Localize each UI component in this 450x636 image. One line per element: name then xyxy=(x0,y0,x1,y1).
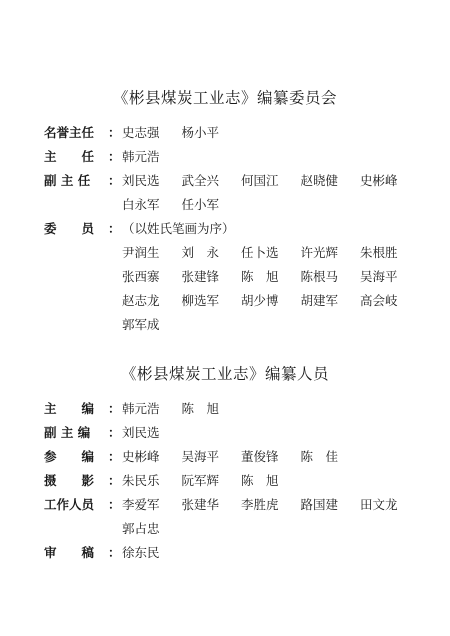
person-name: 史彬峰 xyxy=(360,173,398,188)
photography-names xyxy=(122,472,297,489)
person-name: 张建华 xyxy=(181,497,220,512)
person-name: 史彬峰 xyxy=(122,449,160,464)
person-name: 董俊锋 xyxy=(241,449,279,464)
deputy-director-names-line2 xyxy=(122,196,237,213)
honorary-director-label: 名誉主任 xyxy=(44,125,95,140)
person-name: 吴海平 xyxy=(360,269,398,284)
reviewer-names xyxy=(122,544,178,561)
reviewer-label: 审 稿 xyxy=(44,545,95,560)
workers-names-line2 xyxy=(122,520,178,537)
person-name: 许光辉 xyxy=(300,245,339,260)
person-name: 赵晓健 xyxy=(300,173,339,188)
person-name: 何国江 xyxy=(241,173,279,188)
person-name: 朱根胜 xyxy=(360,245,398,260)
person-name: 郭占忠 xyxy=(122,521,160,536)
deputy-director-label: 副 主 任 xyxy=(44,173,91,188)
committee-title: 《彬县煤炭工业志》编纂委员会 xyxy=(112,89,337,107)
person-name: 陈 旭 xyxy=(241,473,279,488)
person-name: 韩元浩 xyxy=(122,401,160,416)
person-name: 刘民选 xyxy=(122,425,160,440)
person-name: 路国建 xyxy=(300,497,339,512)
deputy-director-names-line1 xyxy=(122,172,416,189)
person-name: 任小军 xyxy=(181,197,220,212)
person-name: 朱民乐 xyxy=(122,473,160,488)
person-name: 李胜虎 xyxy=(241,497,279,512)
person-name: 田文龙 xyxy=(360,497,398,512)
person-name: 赵志龙 xyxy=(122,293,160,308)
person-name: 任卜选 xyxy=(241,245,279,260)
members-label: 委 员 xyxy=(44,221,95,236)
person-name: 陈 旭 xyxy=(181,401,220,416)
person-name: 郭军成 xyxy=(122,317,160,332)
person-name: 李爱军 xyxy=(122,497,160,512)
person-name: 尹润生 xyxy=(122,245,160,260)
members-line4 xyxy=(122,316,178,333)
person-name: 陈 佳 xyxy=(300,449,339,464)
person-name: 张西寨 xyxy=(122,269,160,284)
photography-label: 摄 影 xyxy=(44,473,95,488)
person-name: 杨小平 xyxy=(181,125,220,140)
person-name: 徐东民 xyxy=(122,545,160,560)
deputy-editor-label: 副 主 编 xyxy=(44,425,91,440)
person-name: 刘民选 xyxy=(122,173,160,188)
director-names xyxy=(122,148,178,165)
members-line3 xyxy=(122,292,416,309)
person-name: 柳选军 xyxy=(181,293,220,308)
person-name: 武全兴 xyxy=(181,173,220,188)
person-name: 阮军辉 xyxy=(181,473,220,488)
chief-editor-label: 主 编 xyxy=(44,401,95,416)
members-line1 xyxy=(122,244,416,261)
person-name: 陈根马 xyxy=(300,269,339,284)
person-name: 吴海平 xyxy=(181,449,220,464)
deputy-editor-names xyxy=(122,424,178,441)
person-name: 高会岐 xyxy=(360,293,398,308)
workers-label: 工作人员 xyxy=(44,497,95,512)
honorary-director-names xyxy=(122,124,237,141)
director-label: 主 任 xyxy=(44,149,95,164)
person-name: 刘 永 xyxy=(181,245,220,260)
person-name: 白永军 xyxy=(122,197,160,212)
person-name: 史志强 xyxy=(122,125,160,140)
chief-editor-names xyxy=(122,400,237,417)
editors-names xyxy=(122,448,356,465)
person-name: 胡建军 xyxy=(300,293,339,308)
person-name: 陈 旭 xyxy=(241,269,279,284)
person-name: 胡少博 xyxy=(241,293,279,308)
members-line2 xyxy=(122,268,416,285)
editors-label: 参 编 xyxy=(44,449,95,464)
staff-title: 《彬县煤炭工业志》编纂人员 xyxy=(120,365,329,383)
members-note: （以姓氏笔画为序） xyxy=(122,221,235,236)
person-name: 张建锋 xyxy=(181,269,220,284)
person-name: 韩元浩 xyxy=(122,149,160,164)
workers-names-line1 xyxy=(122,496,416,513)
